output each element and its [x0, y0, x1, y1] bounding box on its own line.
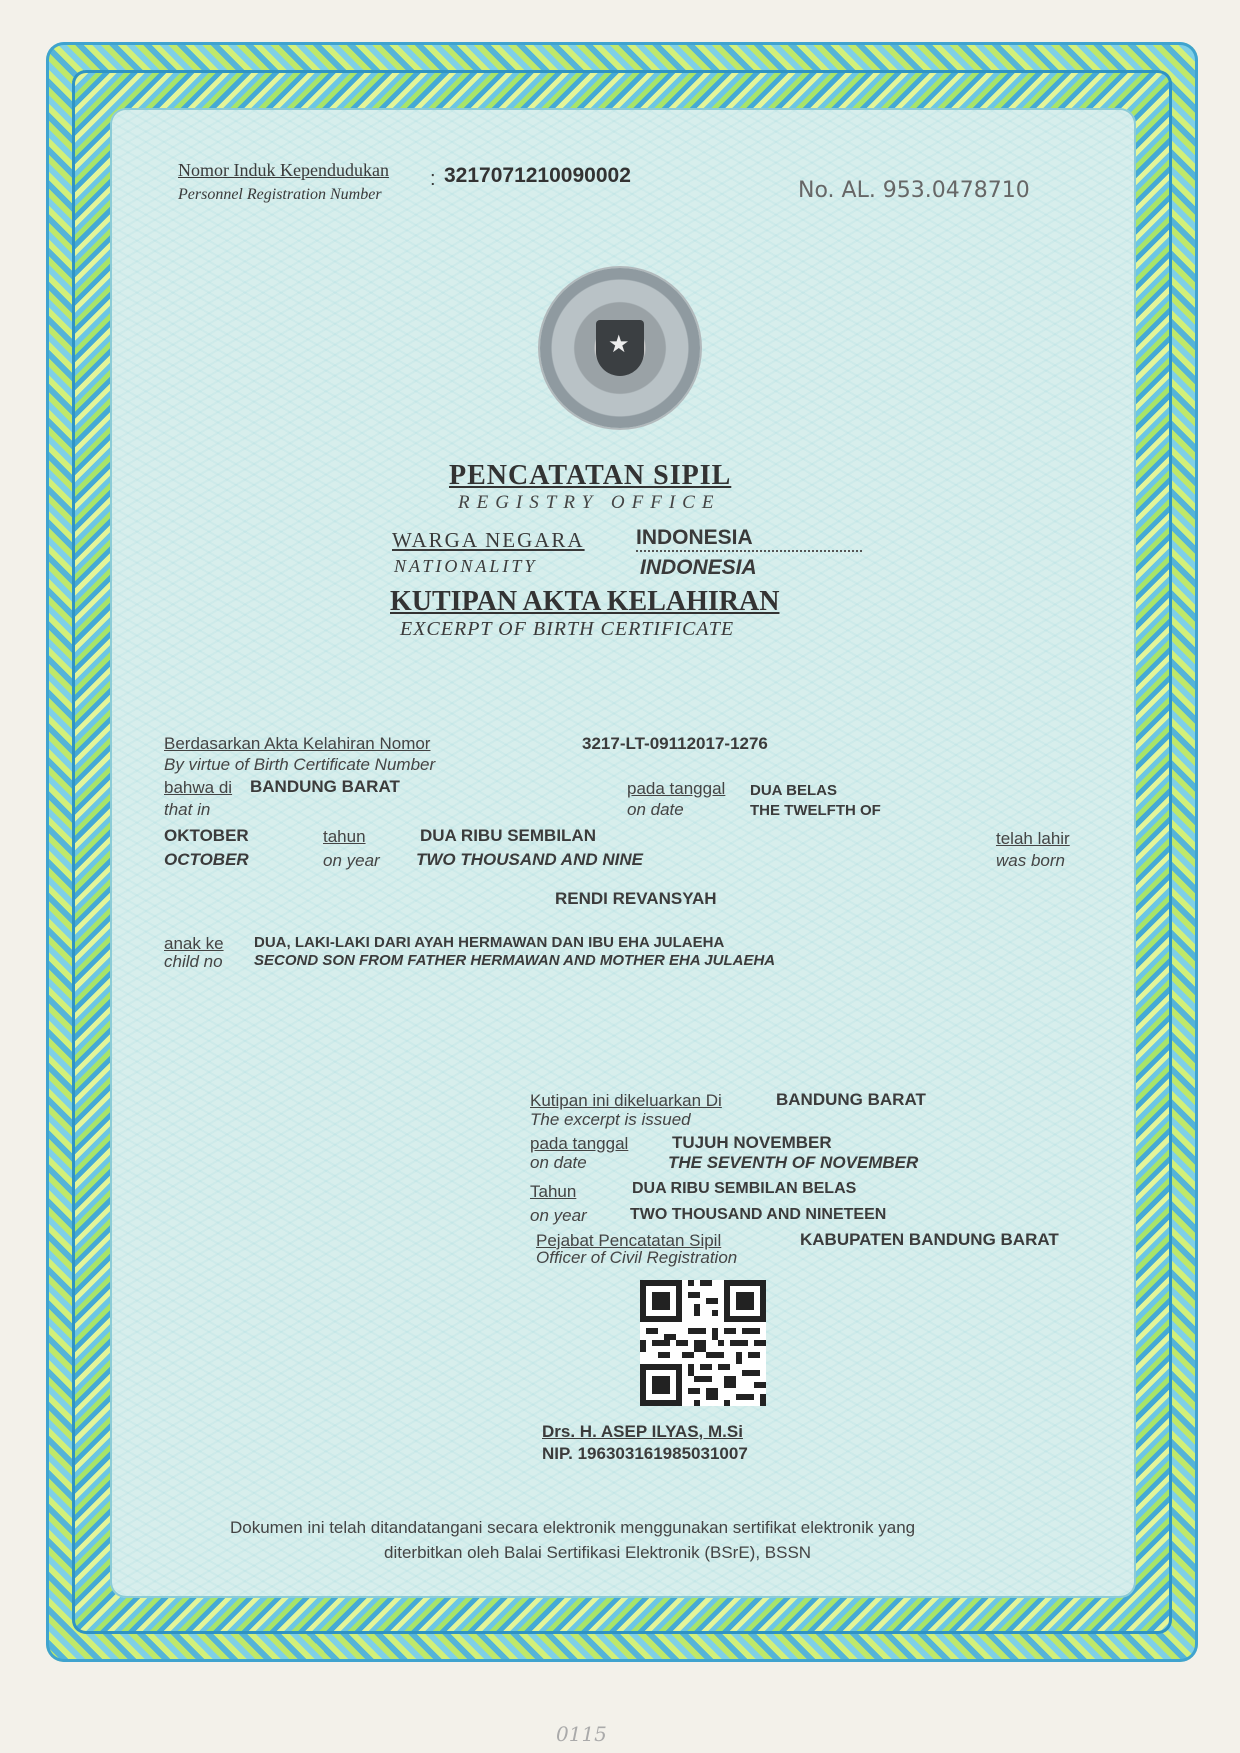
child-no-value: DUA, LAKI-LAKI DARI AYAH HERMAWAN DAN IBU EHA JULAEHA [254, 934, 725, 951]
birth-date-label: pada tanggal [627, 779, 726, 798]
issued-date-label-en: on date [530, 1153, 587, 1172]
issued-label: Kutipan ini dikeluarkan Di [530, 1091, 722, 1110]
place-label: bahwa di [164, 778, 233, 797]
issued-year-label: Tahun [530, 1182, 577, 1201]
child-no-value-en: SECOND SON FROM FATHER HERMAWAN AND MOTHER EHA JULAEHA [254, 952, 776, 969]
child-no-label-en: child no [164, 952, 223, 971]
birth-date-value: DUA BELAS [750, 782, 837, 799]
nik-label: Nomor Induk Kependudukan [178, 160, 389, 180]
nik-colon: : [430, 168, 436, 190]
birth-date-value-en: THE TWELFTH OF [750, 802, 881, 819]
child-name: RENDI REVANSYAH [555, 889, 717, 908]
issued-label-en: The excerpt is issued [530, 1110, 691, 1129]
issued-date-label: pada tanggal [530, 1134, 629, 1153]
birth-year-label-en: on year [323, 851, 380, 870]
nationality-label-en: NATIONALITY [394, 556, 538, 576]
cert-no-label: Berdasarkan Akta Kelahiran Nomor [164, 734, 431, 753]
document-title-en: EXCERPT OF BIRTH CERTIFICATE [400, 618, 735, 640]
born-label: telah lahir [996, 829, 1070, 848]
footer-line-2: diterbitkan oleh Balai Sertifikasi Elektronik (BSrE), BSSN [384, 1543, 812, 1562]
issued-year-label-en: on year [530, 1206, 587, 1225]
qr-code-icon [640, 1280, 766, 1406]
cert-no-value: 3217-LT-09112017-1276 [582, 734, 768, 753]
office-title-en: REGISTRY OFFICE [458, 492, 721, 513]
officer-label-en: Officer of Civil Registration [536, 1248, 738, 1267]
serial-number: No. AL. 953.0478710 [798, 178, 1030, 203]
office-title: PENCATATAN SIPIL [449, 460, 732, 491]
issued-year-value: DUA RIBU SEMBILAN BELAS [632, 1180, 857, 1197]
birth-year-value-en: TWO THOUSAND AND NINE [416, 850, 643, 869]
emblem-star-icon: ★ [608, 331, 630, 358]
nik-label-en: Personnel Registration Number [178, 186, 382, 203]
birth-year-value: DUA RIBU SEMBILAN [420, 826, 596, 845]
issued-year-value-en: TWO THOUSAND AND NINETEEN [630, 1206, 887, 1223]
issued-date-value: TUJUH NOVEMBER [672, 1133, 832, 1152]
nationality-value-en: INDONESIA [640, 556, 757, 579]
child-no-label: anak ke [164, 934, 224, 953]
signatory-nip: NIP. 196303161985031007 [542, 1444, 748, 1463]
handwritten-note: 0115 [556, 1722, 607, 1746]
birth-date-label-en: on date [627, 800, 684, 819]
document-title: KUTIPAN AKTA KELAHIRAN [390, 586, 780, 617]
place-label-en: that in [164, 800, 211, 819]
nationality-value: INDONESIA [636, 526, 862, 552]
birth-year-label: tahun [323, 827, 366, 846]
nationality-label: WARGA NEGARA [392, 528, 585, 552]
signatory-name: Drs. H. ASEP ILYAS, M.Si [542, 1422, 743, 1441]
nik-value: 3217071210090002 [444, 164, 631, 187]
footer-line-1: Dokumen ini telah ditandatangani secara elektronik menggunakan sertifikat elektronik yang [230, 1518, 916, 1537]
officer-value: KABUPATEN BANDUNG BARAT [800, 1230, 1059, 1249]
issued-date-value-en: THE SEVENTH OF NOVEMBER [668, 1153, 919, 1172]
place-value: BANDUNG BARAT [250, 777, 400, 796]
birth-month: OKTOBER [164, 826, 249, 845]
cert-no-label-en: By virtue of Birth Certificate Number [164, 755, 436, 774]
issued-place: BANDUNG BARAT [776, 1090, 926, 1109]
born-label-en: was born [996, 851, 1065, 870]
birth-month-en: OCTOBER [164, 850, 249, 869]
officer-label: Pejabat Pencatatan Sipil [536, 1231, 722, 1250]
